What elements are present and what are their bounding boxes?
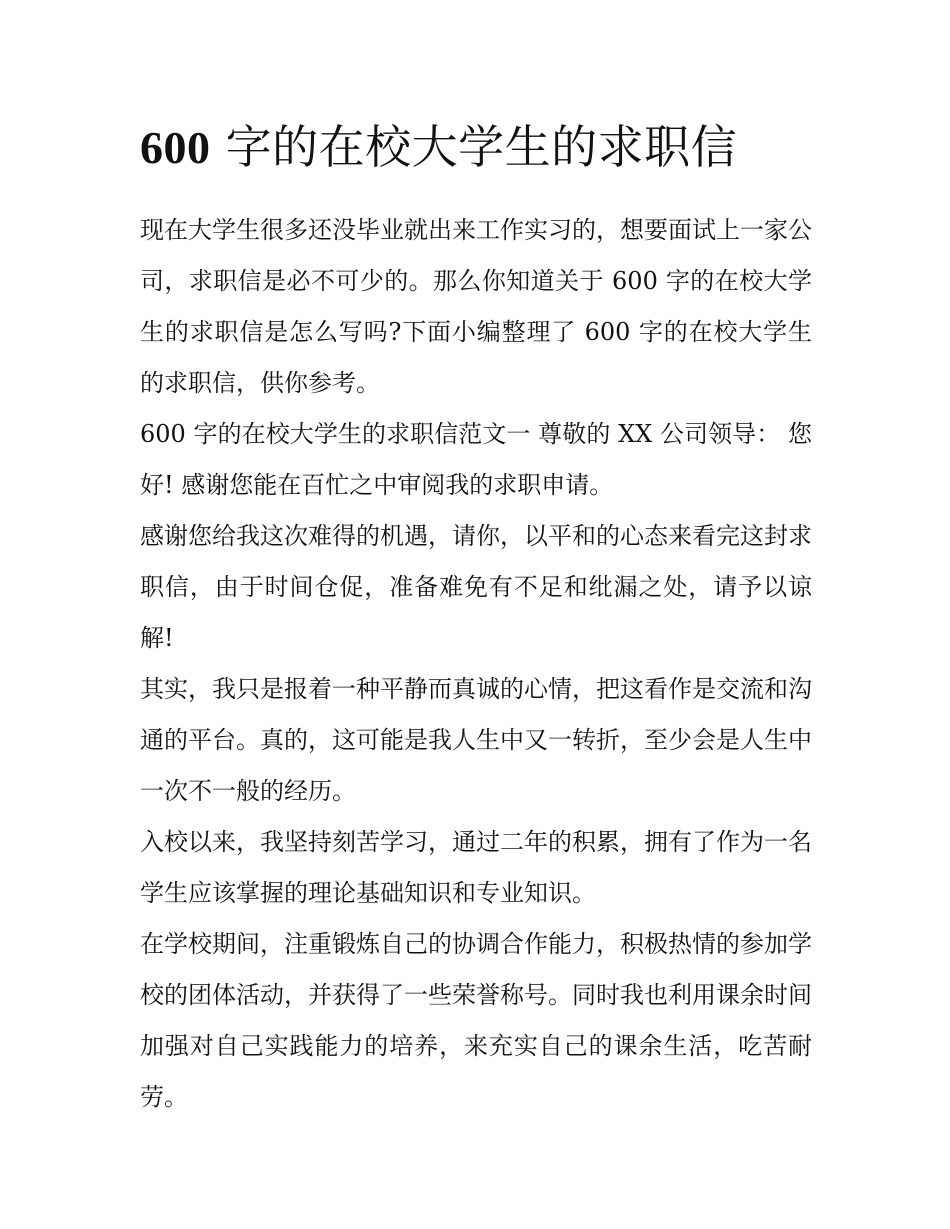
document-title-number: 600 xyxy=(140,122,211,173)
paragraph-salutation: 600 字的在校大学生的求职信范文一 尊敬的 XX 公司领导： 您好! 感谢您能在百忙之中审阅我的求职申请。 xyxy=(140,420,812,499)
paragraph-attitude: 其实，我只是报着一种平静而真诚的心情，把这看作是交流和沟通的平台。真的，这可能是我人生中又一转折，至少会是人生中一次不一般的经历。 xyxy=(140,675,812,805)
document-title xyxy=(140,112,812,183)
document-page xyxy=(140,112,812,1123)
paragraph-activities: 在学校期间，注重锻炼自己的协调合作能力，积极热情的参加学校的团体活动，并获得了一些荣誉称号。同时我也利用课余时间加强对自己实践能力的培养，来充实自己的课余生活，吃苦耐劳。 xyxy=(140,930,812,1111)
paragraph-intro: 现在大学生很多还没毕业就出来工作实习的，想要面试上一家公司，求职信是必不可少的。那么你知道关于 600 字的在校大学生的求职信是怎么写吗?下面小编整理了 600 字的在校大学生的求职信，供你参考。 xyxy=(140,216,812,397)
paragraph-thanks: 感谢您给我这次难得的机遇，请你，以平和的心态来看完这封求职信，由于时间仓促，准备难免有不足和纰漏之处，请予以谅解! xyxy=(140,522,812,652)
document-title-text: 字的在校大学生的求职信 xyxy=(210,120,738,174)
paragraph-study: 入校以来，我坚持刻苦学习，通过二年的积累，拥有了作为一名学生应该掌握的理论基础知识和专业知识。 xyxy=(140,828,812,907)
